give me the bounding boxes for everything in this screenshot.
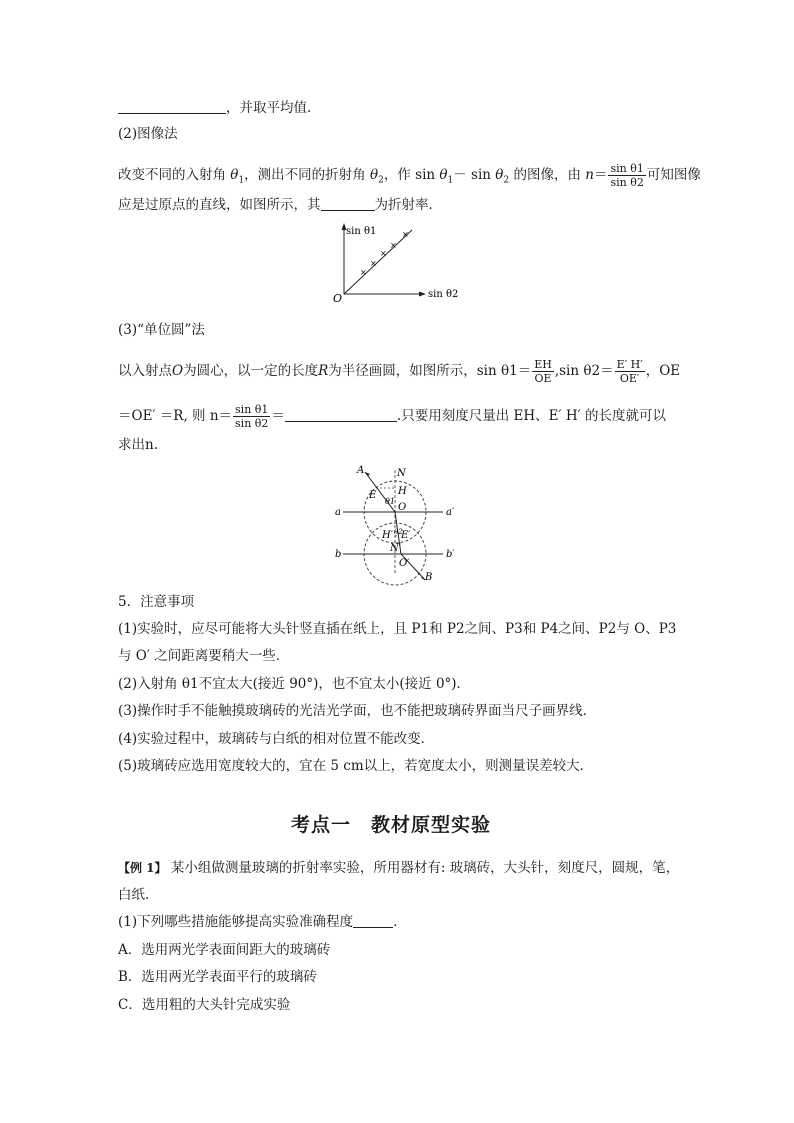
label-b-point: B xyxy=(425,572,433,583)
graph-figure xyxy=(330,220,470,306)
slope-blank xyxy=(321,197,375,211)
method3-paragraph-2: ＝OE′ ＝R, 则 n＝ $\frac{\text{sin θ1}}{\text{sin θ2}}$ ＝ .只要用刻度尺量出 EH、E′ H′ 的长度就可以 xyxy=(118,403,666,430)
example-tag: 【例 1】 xyxy=(118,861,167,875)
answer-blank-2 xyxy=(285,408,397,422)
example-paragraph-1: 【例 1】 某小组做测量玻璃的折射率实验，所用器材有: 玻璃砖，大头针，刻度尺，圆规，笔， xyxy=(118,860,680,876)
label-n: N xyxy=(397,468,406,479)
data-point: × xyxy=(402,230,409,239)
note-4: (4)实验过程中，玻璃砖与白纸的相对位置不能改变． xyxy=(118,731,435,747)
option-b: B．选用两光学表面平行的玻璃砖 xyxy=(118,969,317,985)
label-n-prime: N′ xyxy=(390,543,402,554)
label-a-prime: a′ xyxy=(446,507,455,518)
method3-paragraph-1: 以入射点O为圆心，以一定的长度R为半径画圆，如图所示，sin θ1＝ $\frac{EH}{OE}$ ,sin θ2＝ $\frac{E' H'}{OE'}$ ，OE xyxy=(118,358,681,385)
label-e-prime: E′ xyxy=(401,530,411,541)
label-h: H xyxy=(398,486,407,497)
fraction-n: $\frac{\text{sin θ1}}{\text{sin θ2}}$ xyxy=(610,162,644,189)
method3-paragraph-3: 求出n. xyxy=(118,437,158,453)
method2-paragraph-1: 改变不同的入射角 $\theta_1$，测出不同的折射角 $\theta_2$，作 $\sin \theta_1- \sin \theta_2$ 的图像，由 n＝ $\frac{\text{sin θ1}}{\text{sin θ2}}$ 可知图像 xyxy=(118,162,701,189)
data-point: × xyxy=(370,259,377,268)
label-a-point: A xyxy=(357,465,365,476)
label-a: a xyxy=(335,507,341,518)
label-b-prime: b′ xyxy=(446,549,455,560)
example-paragraph-2: 白纸． xyxy=(118,887,159,903)
x-axis-label: sin θ2 xyxy=(428,289,459,300)
answer-blank xyxy=(118,100,226,114)
label-theta1: θ1 xyxy=(385,497,395,506)
intro-line: ，并取平均值． xyxy=(118,100,321,116)
fraction-sin2: $\frac{E' H'}{OE'}$ xyxy=(616,358,643,385)
label-theta2: θ2 xyxy=(394,528,403,536)
fraction-n-2: $\frac{\text{sin θ1}}{\text{sin θ2}}$ xyxy=(235,403,269,430)
x-axis-arrow-icon xyxy=(419,292,426,297)
option-a: A．选用两光学表面间距大的玻璃砖 xyxy=(118,942,331,958)
y-axis-label: sin θ1 xyxy=(346,226,377,237)
data-point: × xyxy=(390,241,397,250)
fit-line xyxy=(344,230,412,294)
origin-label: O xyxy=(333,292,343,305)
option-c: C．选用粗的大头针完成实验 xyxy=(118,997,291,1013)
unit-circle-figure xyxy=(335,462,470,586)
notes-title: 5．注意事项 xyxy=(118,594,195,610)
label-o-prime: O′ xyxy=(399,558,410,569)
note-1b: 与 O′ 之间距离要稍大一些． xyxy=(118,648,290,664)
note-1a: (1)实验时，应尽可能将大头针竖直插在纸上，且 P1和 P2之间、P3和 P4之间、P2与 O、P3 xyxy=(118,621,677,637)
label-h-prime: H′ xyxy=(382,530,393,541)
label-e: E xyxy=(369,490,377,501)
method2-title: (2)图像法 xyxy=(118,126,178,142)
data-point: × xyxy=(380,249,387,258)
fraction-sin1: $\frac{EH}{OE}$ xyxy=(534,358,552,385)
label-o: O xyxy=(398,502,407,513)
section-heading: 考点一 教材原型实验 xyxy=(291,814,492,836)
note-2: (2)入射角 θ1不宜太大(接近 90°)，也不宜太小(接近 0°)． xyxy=(118,676,471,692)
label-b: b xyxy=(335,549,342,560)
method3-title: (3)“单位圆”法 xyxy=(118,322,205,338)
question-1: (1)下列哪些措施能够提高实验准确程度 ． xyxy=(118,914,407,930)
data-point: × xyxy=(360,268,367,277)
note-3: (3)操作时手不能触摸玻璃砖的光洁光学面，也不能把玻璃砖界面当尺子画界线． xyxy=(118,703,597,719)
method2-paragraph-2: 应是过原点的直线，如图所示，其 为折射率． xyxy=(118,197,442,213)
question-blank xyxy=(353,914,393,928)
note-5: (5)玻璃砖应选用宽度较大的，宜在 5 cm以上，若宽度太小，则测量误差较大． xyxy=(118,758,594,774)
